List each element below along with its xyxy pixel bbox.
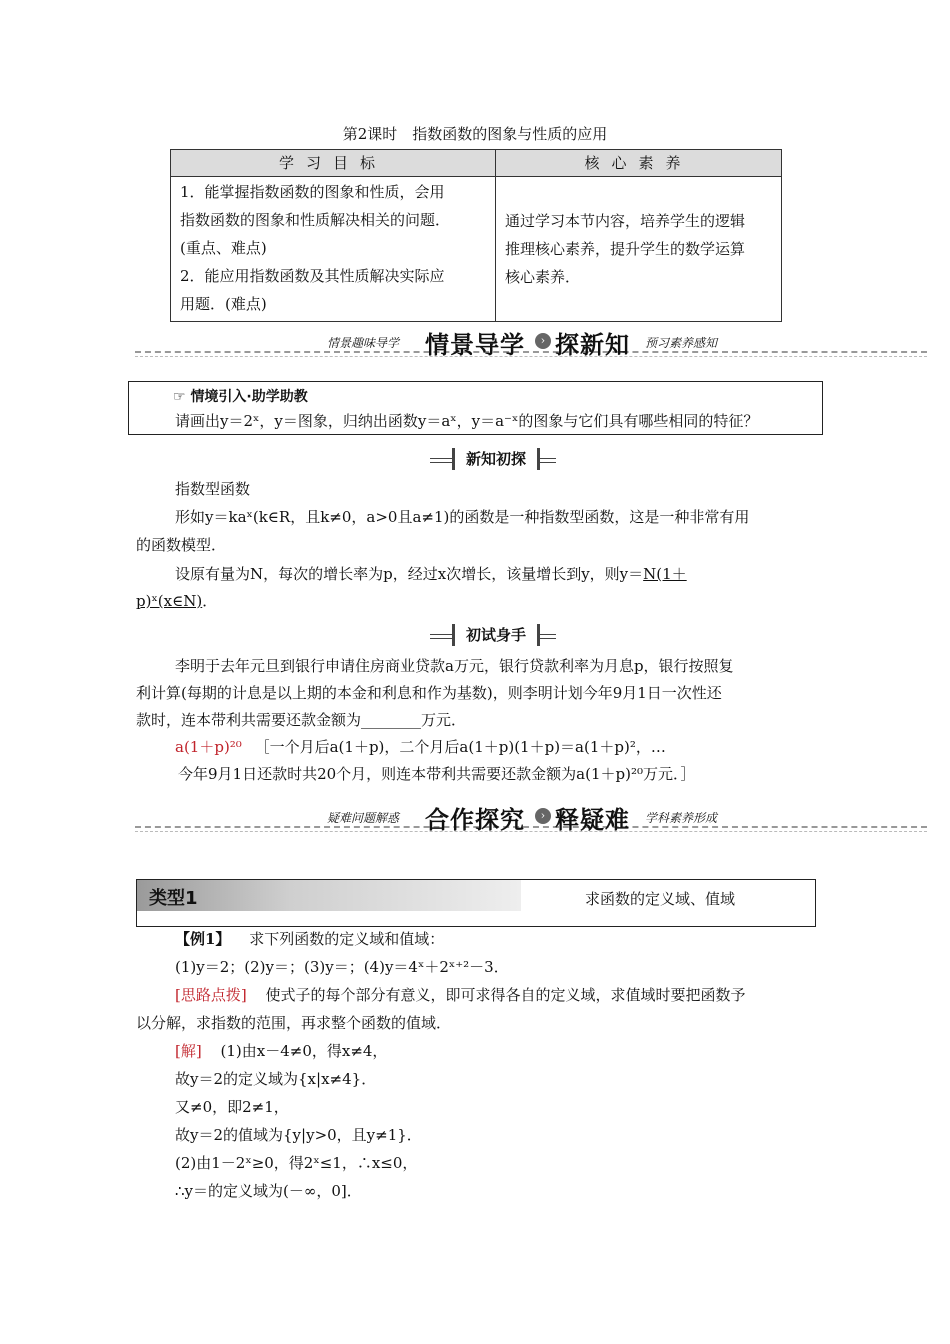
example-items: (1)y＝2；(2)y＝；(3)y＝；(4)y＝4ˣ＋2ˣ⁺²－3．: [175, 958, 509, 976]
hint-line: [思路点拨] 使式子的每个部分有意义，即可求得各自的定义域，求值域时要把函数予: [175, 986, 746, 1004]
literacy-line: 推理核心素养，提升学生的数学运算: [505, 240, 746, 258]
goals-header-left: 学习目标: [171, 150, 496, 177]
banner-title-2: 探新知: [555, 331, 630, 359]
banner-title-2: 释疑难: [555, 806, 630, 834]
lesson-title: 第2课时 指数函数的图象与性质的应用: [342, 125, 608, 143]
banner-right-text: 学科素养形成: [645, 811, 718, 825]
growth-model-text: p)ˣ(x∈N)．: [136, 592, 218, 610]
hint-label: [思路点拨]: [175, 986, 247, 1004]
answer-blank: p)ˣ(x∈N): [136, 592, 203, 610]
goal-line: (重点、难点): [180, 239, 267, 257]
banner-title-1: 合作探究: [425, 806, 525, 834]
banner-title-1: 情景导学: [425, 331, 525, 359]
solution-line: ∴y＝的定义域为(－∞，0]．: [175, 1182, 362, 1200]
type-header-box: [136, 879, 816, 927]
type-title: 求函数的定义域、值域: [585, 890, 736, 908]
answer-line: [175, 736, 666, 758]
section-banner-preview: [135, 329, 927, 359]
arrow-icon: ›: [535, 808, 551, 824]
intro-label: ☞ 情境引入·助学助教: [173, 389, 308, 405]
banner-right-text: 预习素养感知: [645, 336, 718, 350]
explanation-text: 今年9月1日还款时共20个月，则连本带利共需要还款金额为a(1＋p)²⁰万元．］: [178, 765, 696, 783]
explanation-text: ［一个月后a(1＋p)，二个月后a(1＋p)(1＋p)＝a(1＋p)²，…: [254, 738, 666, 756]
intro-text: 请画出y＝2ˣ，y＝图象，归纳出函数y＝aˣ，y＝a⁻ˣ的图象与它们具有哪些相同的特征？: [175, 412, 759, 430]
banner-left-text: 疑难问题解惑: [327, 811, 400, 825]
example-prompt: 【例1】 求下列函数的定义域和值域：: [175, 930, 445, 948]
concept-text: 的函数模型．: [136, 536, 227, 554]
solution-line: (2)由1－2ˣ≥0，得2ˣ≤1，∴x≤0，: [175, 1154, 418, 1172]
badge-try: 初试身手: [430, 625, 556, 645]
goals-left-cell: [171, 177, 496, 322]
answer-text: a(1＋p)²⁰: [175, 738, 242, 756]
solution-line: 故y＝2的定义域为{x|x≠4}．: [175, 1070, 377, 1088]
type-tag: 类型1: [149, 888, 198, 909]
goal-line: 1．能掌握指数函数的图象和性质，会用: [180, 183, 445, 201]
literacy-line: 核心素养．: [505, 268, 581, 286]
concept-text: 形如y＝kaˣ(k∈R，且k≠0，a>0且a≠1)的函数是一种指数型函数，这是一种非常有用: [175, 508, 750, 526]
badge-new-knowledge: 新知初探: [430, 449, 556, 469]
goals-header-right: 核心素养: [496, 150, 782, 177]
example-label: 【例1】: [175, 930, 231, 948]
goal-line: 2．能应用指数函数及其性质解决实际应: [180, 267, 445, 285]
goal-line: 用题．(难点): [180, 295, 267, 313]
growth-model-text: 设原有量为N，每次的增长率为p，经过x次增长，该量增长到y，则y＝N(1＋: [175, 565, 687, 583]
answer-blank: N(1＋: [643, 565, 687, 583]
hint-line: 以分解，求指数的范围，再求整个函数的值域．: [136, 1014, 452, 1032]
goal-line: 指数函数的图象和性质解决相关的问题．: [180, 211, 451, 229]
solution-line: [解] (1)由x－4≠0，得x≠4，: [175, 1042, 388, 1060]
hand-pointer-icon: ☞: [173, 389, 186, 405]
solution-line: 故y＝2的值域为{y|y>0，且y≠1}．: [175, 1126, 422, 1144]
question-text: 款时，连本带利共需要还款金额为________万元．: [136, 711, 467, 729]
goals-right-cell: [496, 177, 782, 322]
question-text: 李明于去年元旦到银行申请住房商业贷款a万元，银行贷款利率为月息p，银行按照复: [175, 657, 734, 675]
banner-left-text: 情景趣味导学: [327, 336, 400, 350]
goals-table: [170, 149, 782, 322]
literacy-line: 通过学习本节内容，培养学生的逻辑: [505, 212, 746, 230]
solution-label: [解]: [175, 1042, 202, 1060]
solution-line: 又≠0，即2≠1，: [175, 1098, 289, 1116]
section-banner-explore: [135, 804, 927, 834]
question-text: 利计算(每期的计息是以上期的本金和利息和作为基数)，则李明计划今年9月1日一次性还: [136, 684, 722, 702]
concept-heading: 指数型函数: [175, 480, 251, 498]
arrow-icon: ›: [535, 333, 551, 349]
scenario-intro-box: [128, 381, 823, 435]
